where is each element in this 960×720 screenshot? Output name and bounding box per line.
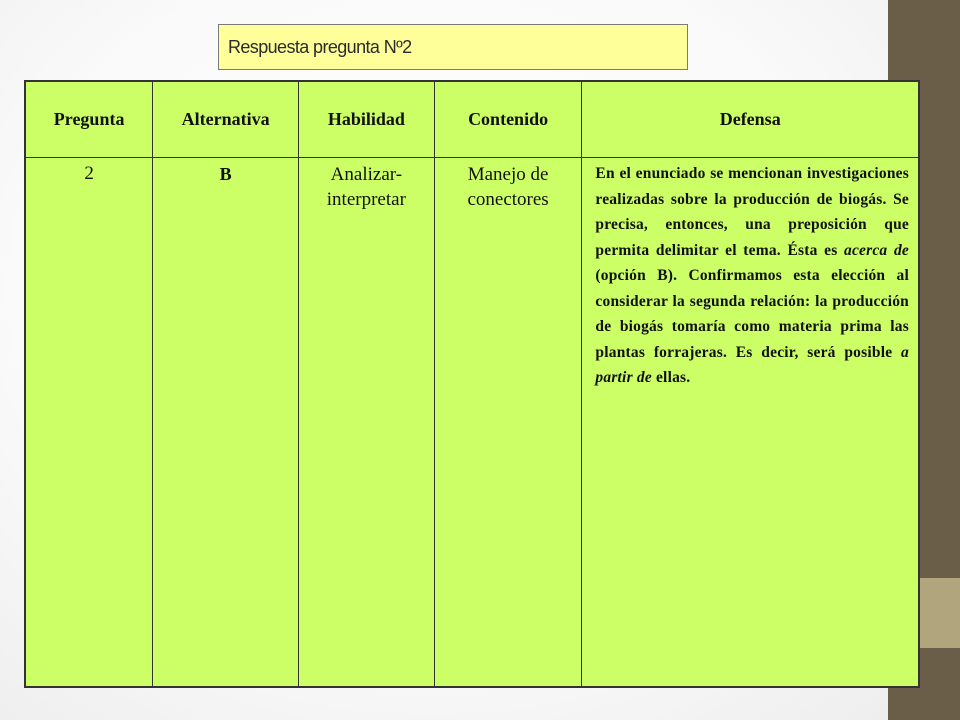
- defensa-text-2: (opción B). Confirmamos esta elección al considerar la segunda relación: la producción de biogás tomaría como materia prima las plantas forrajeras. Es decir, será posible: [595, 267, 909, 361]
- header-pregunta: Pregunta: [25, 81, 153, 158]
- defensa-italic-1: acerca de: [844, 241, 909, 259]
- header-contenido: Contenido: [434, 81, 582, 158]
- header-defensa: Defensa: [582, 81, 919, 158]
- cell-alternativa: B: [153, 158, 299, 688]
- answer-table: [24, 80, 920, 688]
- cell-habilidad: Analizar-interpretar: [298, 158, 434, 688]
- header-alternativa: Alternativa: [153, 81, 299, 158]
- defensa-text-3: ellas.: [651, 369, 691, 386]
- header-habilidad: Habilidad: [298, 81, 434, 158]
- slide-title: Respuesta pregunta Nº2: [218, 24, 688, 70]
- cell-contenido: Manejo de conectores: [434, 158, 582, 688]
- cell-pregunta: 2: [25, 158, 153, 688]
- table-row: [25, 158, 919, 688]
- cell-defensa: [582, 158, 919, 688]
- defensa-text-1: En el enunciado se mencionan investigaciones realizadas sobre la producción de biogás. Se precisa, entonces, una preposición que permita delimitar el tema. Ésta es: [595, 165, 909, 259]
- table-header-row: [25, 81, 919, 158]
- side-accent-block: [920, 578, 960, 648]
- defensa-italic-2: a partir de: [595, 343, 909, 386]
